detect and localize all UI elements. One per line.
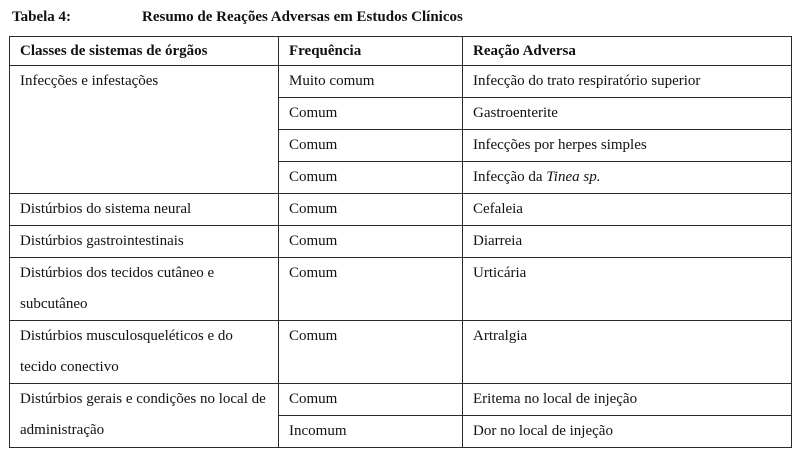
header-row (10, 37, 792, 66)
table-row (10, 258, 792, 321)
table-row (10, 66, 792, 98)
frequency-cell: Comum (279, 384, 463, 416)
table-title: Resumo de Reações Adversas em Estudos Clínicos (142, 9, 463, 25)
organ-class-cell: Distúrbios dos tecidos cutâneo e subcutâneo (10, 258, 279, 321)
frequency-cell: Comum (279, 321, 463, 384)
organ-class-cell: Distúrbios musculosqueléticos e do tecido conectivo (10, 321, 279, 384)
adverse-reactions-table (9, 36, 792, 448)
table-row (10, 384, 792, 416)
table-row (10, 321, 792, 384)
reaction-cell: Cefaleia (463, 194, 792, 226)
frequency-cell: Comum (279, 226, 463, 258)
header-organ-class: Classes de sistemas de órgãos (10, 37, 279, 66)
reaction-cell: Diarreia (463, 226, 792, 258)
reaction-species: Tinea sp. (546, 169, 601, 185)
organ-class-cell: Infecções e infestações (10, 66, 279, 194)
frequency-cell: Comum (279, 194, 463, 226)
reaction-prefix: Infecção da (473, 169, 547, 185)
table-row (10, 194, 792, 226)
reaction-cell: Urticária (463, 258, 792, 321)
reaction-cell (463, 162, 792, 194)
frequency-cell: Comum (279, 162, 463, 194)
reaction-cell: Eritema no local de injeção (463, 384, 792, 416)
reaction-cell: Gastroenterite (463, 98, 792, 130)
frequency-cell: Comum (279, 98, 463, 130)
organ-class-cell: Distúrbios gerais e condições no local de administração (10, 384, 279, 448)
organ-class-cell: Distúrbios do sistema neural (10, 194, 279, 226)
header-frequency: Frequência (279, 37, 463, 66)
frequency-cell: Muito comum (279, 66, 463, 98)
reaction-cell: Dor no local de injeção (463, 416, 792, 448)
table-caption (12, 9, 463, 31)
frequency-cell: Comum (279, 258, 463, 321)
reaction-cell: Infecções por herpes simples (463, 130, 792, 162)
frequency-cell: Comum (279, 130, 463, 162)
organ-class-cell: Distúrbios gastrointestinais (10, 226, 279, 258)
table-number: Tabela 4: (12, 9, 72, 25)
frequency-cell: Incomum (279, 416, 463, 448)
reaction-cell: Infecção do trato respiratório superior (463, 66, 792, 98)
header-adverse-reaction: Reação Adversa (463, 37, 792, 66)
reaction-cell: Artralgia (463, 321, 792, 384)
table-row (10, 226, 792, 258)
